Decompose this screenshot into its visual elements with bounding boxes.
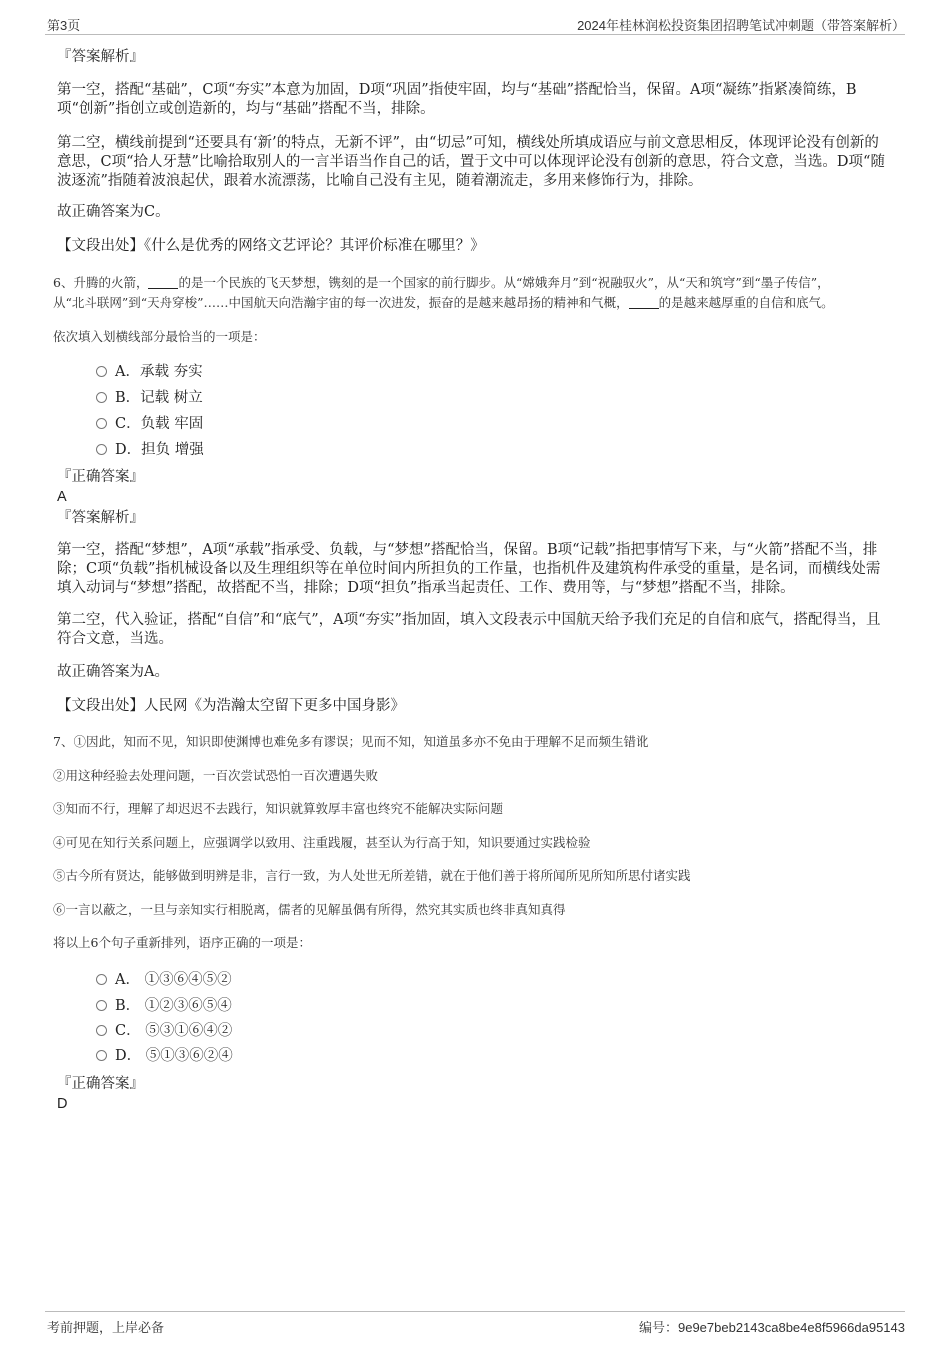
q6-answer-label: 『正确答案』: [57, 469, 144, 485]
q5-conclusion: 故正确答案为C。: [57, 204, 170, 220]
q7-sentence-3: ③知而不行，理解了却迟迟不去践行，知识就算敦厚丰富也终究不能解决实际问题: [53, 801, 504, 816]
radio-icon[interactable]: [96, 392, 107, 403]
radio-icon[interactable]: [96, 1025, 107, 1036]
radio-icon[interactable]: [96, 444, 107, 455]
footer-slogan: 考前押题，上岸必备: [47, 1320, 165, 1335]
q7-sentence-4: ④可见在知行关系问题上，应强调学以致用、注重践履，甚至认为行高于知，知识要通过实践检验: [53, 835, 591, 850]
q6-conclusion: 故正确答案为A。: [57, 664, 169, 680]
q7-option-a[interactable]: A． ①③⑥④⑤②: [96, 971, 232, 990]
q7-sentence-6: ⑥一言以蔽之，一旦与亲知实行相脱离，儒者的见解虽偶有所得，然究其实质也终非真知真得: [53, 902, 566, 917]
q5-source: 【文段出处】《什么是优秀的网络文艺评论？其评价标准在哪里？》: [57, 238, 485, 254]
page-header: [45, 14, 905, 35]
q6-option-c[interactable]: C．负载 牢固: [96, 415, 203, 434]
q6-source: 【文段出处】人民网《为浩瀚太空留下更多中国身影》: [57, 698, 405, 714]
q7-answer: D: [57, 1096, 68, 1112]
q6-prompt: 依次填入划横线部分最恰当的一项是：: [53, 329, 266, 344]
radio-icon[interactable]: [96, 366, 107, 377]
q6-answer: A: [57, 489, 67, 505]
q7-prompt: 将以上6个句子重新排列，语序正确的一项是：: [53, 935, 311, 950]
q6-stem: 6、升腾的火箭， 的是一个民族的飞天梦想，镌刻的是一个国家的前行脚步。从“嫦娥奔月”到“祝融驭火”，从“天和筑穹”到“墨子传信”， 从“北斗联网”到“天舟穿梭”……中国航天向浩瀚宇宙的每一次进发，振奋的是越来越昂扬的精神和气概， 的是越来越厚重的自信和底气。: [53, 275, 834, 310]
q7-sentence-1: 7、①因此，知而不见，知识即使渊博也难免多有谬误；见而不知，知道虽多亦不免由于理解不足而频生错讹: [53, 734, 649, 749]
blank-line: [629, 296, 659, 309]
q6-analysis-p2: 第二空，代入验证，搭配“自信”和“底气”，A项“夯实”指加固，填入文段表示中国航天给予我们充足的自信和底气，搭配得当，且符合文意，当选。: [57, 612, 881, 647]
radio-icon[interactable]: [96, 1050, 107, 1061]
document-title: 2024年桂林润松投资集团招聘笔试冲刺题（带答案解析）: [577, 18, 905, 33]
q7-option-b[interactable]: B． ①②③⑥⑤④: [96, 997, 232, 1016]
q6-analysis-p1: 第一空，搭配“梦想”，A项“承载”指承受、负载，与“梦想”搭配恰当，保留。B项“记载”指把事情写下来，与“火箭”搭配不当，排除；C项“负载”指机械设备以及生理组织等在单位时间内所担负的工作量，也指机件及建筑构件承受的重量，是名词，而横线处需填入动词与“梦想”搭配，故搭配不当，排除；D项“担负”指承当起责任、工作、费用等，与“梦想”搭配不当，排除。: [57, 542, 881, 596]
radio-icon[interactable]: [96, 418, 107, 429]
page-number: 第3页: [47, 18, 81, 33]
radio-icon[interactable]: [96, 1000, 107, 1011]
q6-option-a[interactable]: A．承载 夯实: [96, 363, 203, 382]
q7-option-c[interactable]: C． ⑤③①⑥④②: [96, 1022, 232, 1041]
q5-analysis-label: 『答案解析』: [57, 49, 144, 65]
q7-option-d[interactable]: D． ⑤①③⑥②④: [96, 1047, 233, 1066]
q7-sentence-5: ⑤古今所有贤达，能够做到明辨是非，言行一致，为人处世无所差错，就在于他们善于将所闻所见所知所思付诸实践: [53, 868, 691, 883]
radio-icon[interactable]: [96, 974, 107, 985]
blank-line: [148, 276, 178, 289]
q6-option-b[interactable]: B．记载 树立: [96, 389, 203, 408]
q7-answer-label: 『正确答案』: [57, 1076, 144, 1092]
q6-option-d[interactable]: D．担负 增强: [96, 441, 204, 460]
page-footer: [45, 1311, 905, 1338]
document-code: 编号：9e9e7beb2143ca8be4e8f5966da95143: [638, 1320, 905, 1335]
q5-analysis-p1: 第一空，搭配“基础”，C项“夯实”本意为加固，D项“巩固”指使牢固，均与“基础”搭配恰当，保留。A项“凝练”指紧凑简练，B项“创新”指创立或创造新的，均与“基础”搭配不当，排除。: [57, 82, 857, 117]
q7-sentence-2: ②用这种经验去处理问题，一百次尝试恐怕一百次遭遇失败: [53, 768, 379, 783]
q6-analysis-label: 『答案解析』: [57, 510, 144, 526]
q5-analysis-p2: 第二空，横线前提到“还要具有‘新’的特点，无新不评”，由“切忌”可知，横线处所填成语应与前文意思相反，体现评论没有创新的意思，C项“拾人牙慧”比喻拾取别人的一言半语当作自己的话，置于文中可以体现评论没有创新的意思，符合文意，当选。D项“随波逐流”指随着波浪起伏，跟着水流漂荡，比喻自己没有主见，随着潮流走，多用来修饰行为，排除。: [57, 135, 885, 189]
